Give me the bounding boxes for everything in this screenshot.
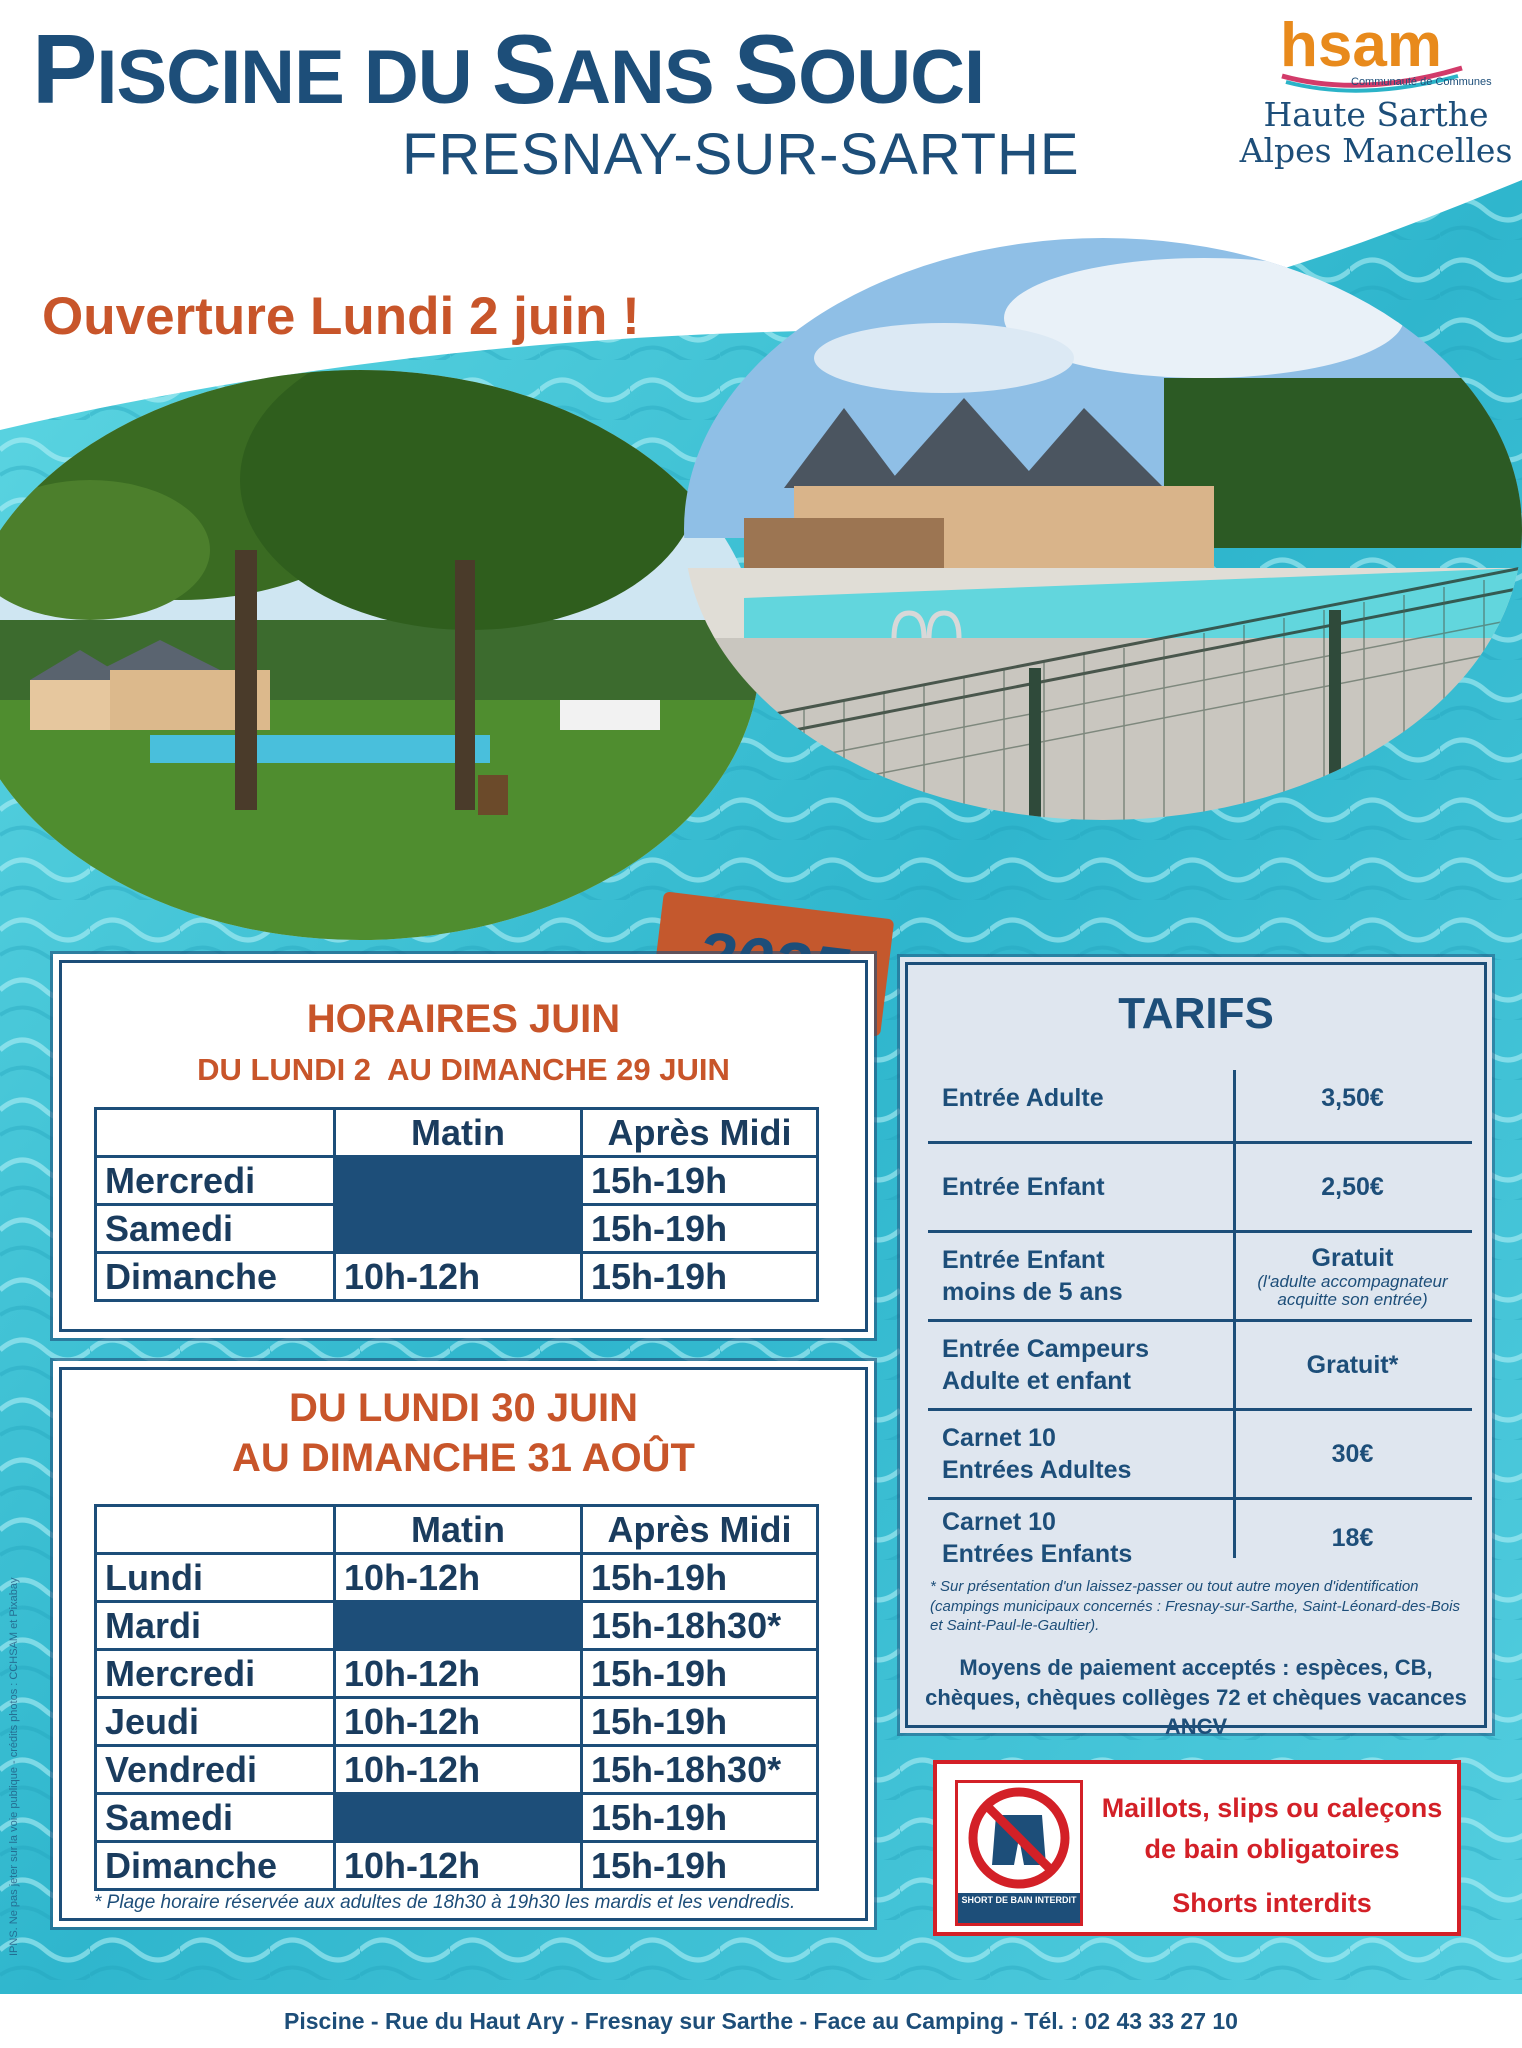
park-photo <box>0 370 760 940</box>
day-cell: Mercredi <box>96 1157 335 1205</box>
swimwear-warning <box>933 1760 1461 1936</box>
tarif-label: Entrée Adulte <box>942 1083 1104 1112</box>
morning-cell: 10h-12h <box>335 1554 582 1602</box>
morning-cell: 10h-12h <box>335 1698 582 1746</box>
table-row <box>96 1253 818 1301</box>
table-row <box>96 1157 818 1205</box>
day-cell: Mercredi <box>96 1650 335 1698</box>
tarif-value: 3,50€ <box>1321 1084 1384 1112</box>
tarif-value: 18€ <box>1331 1524 1374 1552</box>
table-row <box>96 1842 818 1890</box>
afternoon-cell: 15h-19h <box>582 1253 818 1301</box>
afternoon-cell: 15h-19h <box>582 1698 818 1746</box>
logo-line-1: Haute Sarthe <box>1263 95 1489 134</box>
table-header: Matin <box>335 1506 582 1554</box>
day-cell: Samedi <box>96 1794 335 1842</box>
afternoon-cell: 15h-19h <box>582 1794 818 1842</box>
tarif-label-2: moins de 5 ans <box>942 1278 1123 1306</box>
tarif-label-2: Entrées Adultes <box>942 1456 1132 1484</box>
table-row <box>96 1794 818 1842</box>
day-cell: Samedi <box>96 1205 335 1253</box>
tarif-row <box>928 1500 1472 1576</box>
tarif-label: Carnet 10 <box>942 1507 1056 1536</box>
morning-cell: 10h-12h <box>335 1746 582 1794</box>
warning-text <box>1087 1788 1457 1869</box>
table-row <box>96 1650 818 1698</box>
schedule-footnote: * Plage horaire réservée aux adultes de 18h30 à 19h30 les mardis et les vendredis. <box>94 1892 796 1913</box>
tarifs-title: TARIFS <box>1118 989 1274 1038</box>
hsam-logo <box>1226 6 1522 171</box>
tarif-row <box>928 1411 1472 1500</box>
tarif-row <box>928 1233 1472 1322</box>
table-header <box>96 1109 335 1157</box>
no-shorts-icon <box>958 1783 1080 1893</box>
day-cell: Mardi <box>96 1602 335 1650</box>
tarif-value: Gratuit* <box>1306 1351 1399 1379</box>
table-header: Après Midi <box>582 1506 818 1554</box>
morning-cell: 10h-12h <box>335 1842 582 1890</box>
logo-line-2: Alpes Mancelles <box>1239 131 1513 170</box>
morning-closed-cell <box>335 1602 582 1650</box>
summer-schedule-panel <box>59 1367 868 1921</box>
day-cell: Lundi <box>96 1554 335 1602</box>
warning-line-3: Shorts interdits <box>1172 1888 1372 1918</box>
summer-title-line-2: AU DIMANCHE 31 AOÛT <box>232 1436 695 1480</box>
morning-cell: 10h-12h <box>335 1650 582 1698</box>
morning-closed-cell <box>335 1157 582 1205</box>
pool-photo <box>684 238 1522 820</box>
tarif-value: 2,50€ <box>1321 1173 1384 1201</box>
morning-closed-cell <box>335 1794 582 1842</box>
sign-caption: SHORT DE BAIN INTERDIT <box>958 1893 1080 1923</box>
day-cell: Vendredi <box>96 1746 335 1794</box>
june-schedule-table <box>94 1107 819 1302</box>
afternoon-cell: 15h-18h30* <box>582 1602 818 1650</box>
table-row <box>96 1554 818 1602</box>
summer-schedule-table <box>94 1504 819 1891</box>
tarifs-footnote: * Sur présentation d'un laissez-passer ou tout autre moyen d'identification (campings municipaux concernés : Fresnay-sur-Sarthe, Saint-Léonard-des-Bois et Saint-Paul-le-Gaultier). <box>930 1578 1460 1634</box>
afternoon-cell: 15h-19h <box>582 1842 818 1890</box>
tarif-label-2: Entrées Enfants <box>942 1540 1133 1568</box>
morning-closed-cell <box>335 1205 582 1253</box>
june-schedule-panel <box>59 960 868 1332</box>
tarif-value: 30€ <box>1331 1440 1374 1468</box>
afternoon-cell: 15h-19h <box>582 1157 818 1205</box>
photo-credit: IPNS. Ne pas jeter sur la voie publique - crédits photos : CCHSAM et Pixabay <box>8 1577 20 1956</box>
opening-announcement: Ouverture Lundi 2 juin ! <box>42 287 640 346</box>
no-shorts-sign <box>955 1780 1083 1926</box>
logo-tagline: Communauté de Communes <box>1351 76 1492 88</box>
day-cell: Dimanche <box>96 1842 335 1890</box>
tarif-row <box>928 1322 1472 1411</box>
payment-methods: Moyens de paiement acceptés : espèces, CB, chèques, chèques collèges 72 et chèques vacances ANCV <box>925 1655 1467 1740</box>
june-subtitle: DU LUNDI 2 AU DIMANCHE 29 JUIN <box>197 1052 730 1087</box>
afternoon-cell: 15h-19h <box>582 1650 818 1698</box>
tarif-label: Entrée Campeurs <box>942 1334 1150 1363</box>
tarif-value: Gratuit <box>1311 1244 1394 1273</box>
summer-title-line-1: DU LUNDI 30 JUIN <box>289 1386 638 1430</box>
june-title: HORAIRES JUIN <box>306 997 621 1041</box>
morning-cell: 10h-12h <box>335 1253 582 1301</box>
warning-line-2: de bain obligatoires <box>1144 1833 1400 1864</box>
page-title: PISCINE DU SANS SOUCI <box>32 14 985 124</box>
town-subtitle: FRESNAY-SUR-SARTHE <box>402 122 1080 187</box>
tarif-row <box>928 1055 1472 1144</box>
table-header <box>96 1506 335 1554</box>
table-row <box>96 1602 818 1650</box>
table-row <box>96 1746 818 1794</box>
logo-mark-text: hsam <box>1280 11 1442 80</box>
table-header: Après Midi <box>582 1109 818 1157</box>
table-row <box>96 1698 818 1746</box>
tarif-label: Entrée Enfant <box>942 1172 1105 1201</box>
tarifs-panel <box>905 962 1487 1740</box>
table-row <box>96 1205 818 1253</box>
tarif-label: Carnet 10 <box>942 1423 1056 1452</box>
table-header: Matin <box>335 1109 582 1157</box>
afternoon-cell: 15h-18h30* <box>582 1746 818 1794</box>
tarif-note: (l'adulte accompagnateur acquitte son entrée) <box>1257 1272 1448 1309</box>
afternoon-cell: 15h-19h <box>582 1554 818 1602</box>
tarif-label-2: Adulte et enfant <box>942 1367 1131 1395</box>
footer-address: Piscine - Rue du Haut Ary - Fresnay sur Sarthe - Face au Camping - Tél. : 02 43 33 27 10 <box>0 1994 1522 2048</box>
tarif-label: Entrée Enfant <box>942 1245 1105 1274</box>
afternoon-cell: 15h-19h <box>582 1205 818 1253</box>
day-cell: Dimanche <box>96 1253 335 1301</box>
warning-line-1: Maillots, slips ou caleçons <box>1101 1793 1443 1823</box>
day-cell: Jeudi <box>96 1698 335 1746</box>
tarif-row <box>928 1144 1472 1233</box>
